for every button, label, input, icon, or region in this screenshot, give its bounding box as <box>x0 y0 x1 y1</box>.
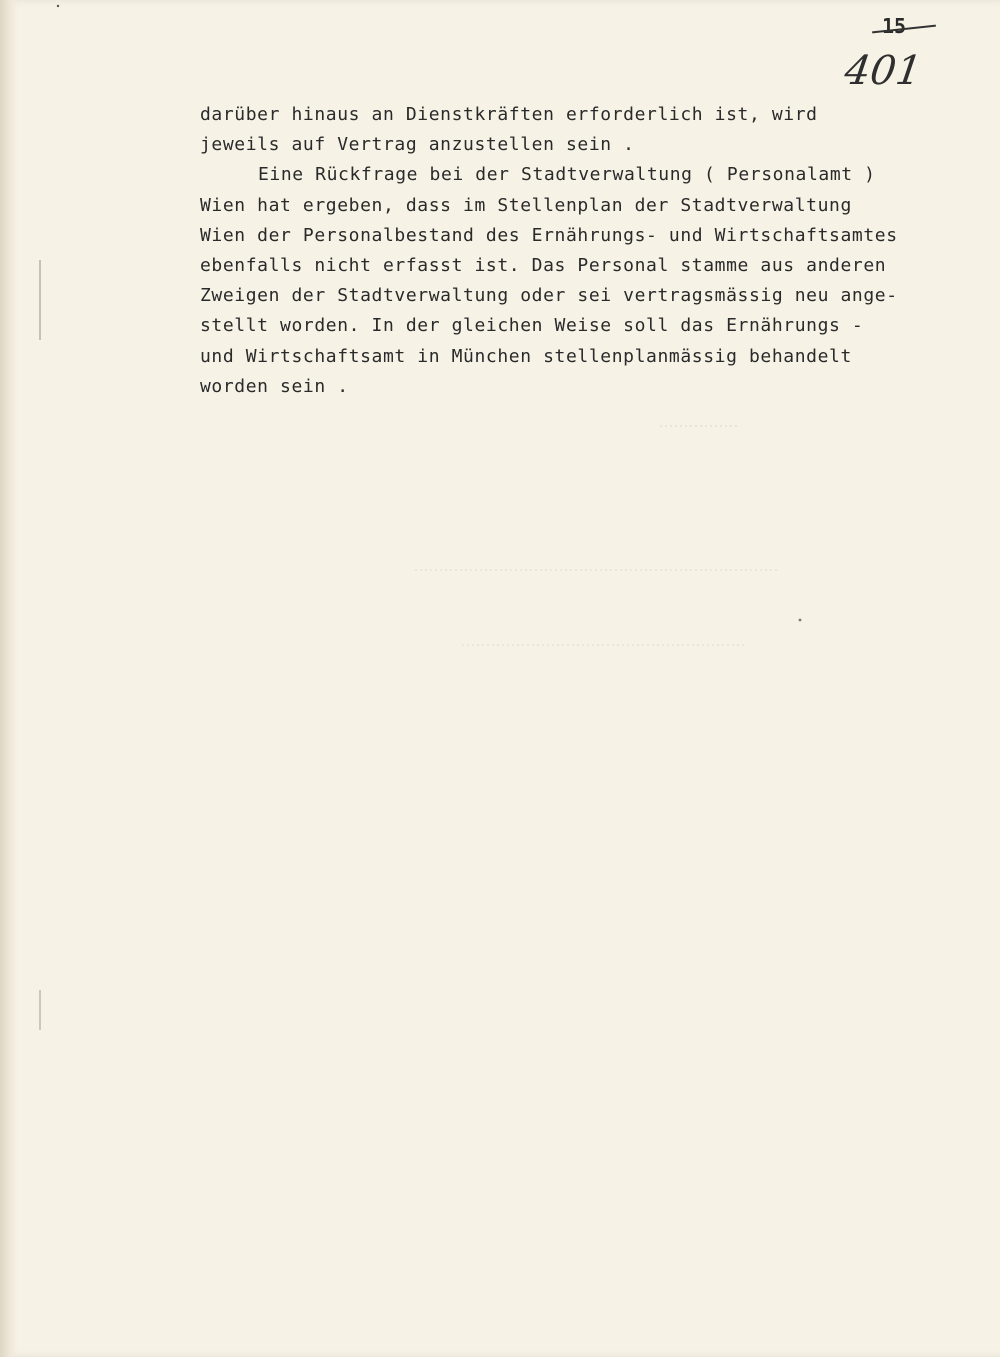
text-line: stellt worden. In der gleichen Weise soll das Ernährungs - <box>200 315 864 337</box>
text-line: darüber hinaus an Dienstkräften erforderlich ist, wird <box>200 104 818 125</box>
text-line: jeweils auf Vertrag anzustellen sein . <box>200 134 635 156</box>
page-edge-shadow <box>0 0 18 1357</box>
speck <box>799 619 802 622</box>
text-line: und Wirtschaftsamt in München stellenplanmässig behandelt <box>200 345 852 367</box>
text-line: Wien hat ergeben, dass im Stellenplan der Stadtverwaltung <box>200 194 852 216</box>
handwritten-page-number: 401 <box>841 48 925 94</box>
typed-body-text <box>200 100 980 402</box>
text-line: worden sein . <box>200 375 349 397</box>
typed-page-number: 15 <box>882 14 907 38</box>
text-line: Wien der Personalbestand des Ernährungs- und Wirtschaftsamtes <box>200 224 898 246</box>
speck <box>57 5 59 7</box>
text-line: Eine Rückfrage bei der Stadtverwaltung ( Personalamt ) <box>258 164 876 186</box>
text-line: Zweigen der Stadtverwaltung oder sei vertragsmässig neu ange- <box>200 285 898 307</box>
text-line: ebenfalls nicht erfasst ist. Das Personal stamme aus anderen <box>200 255 887 277</box>
